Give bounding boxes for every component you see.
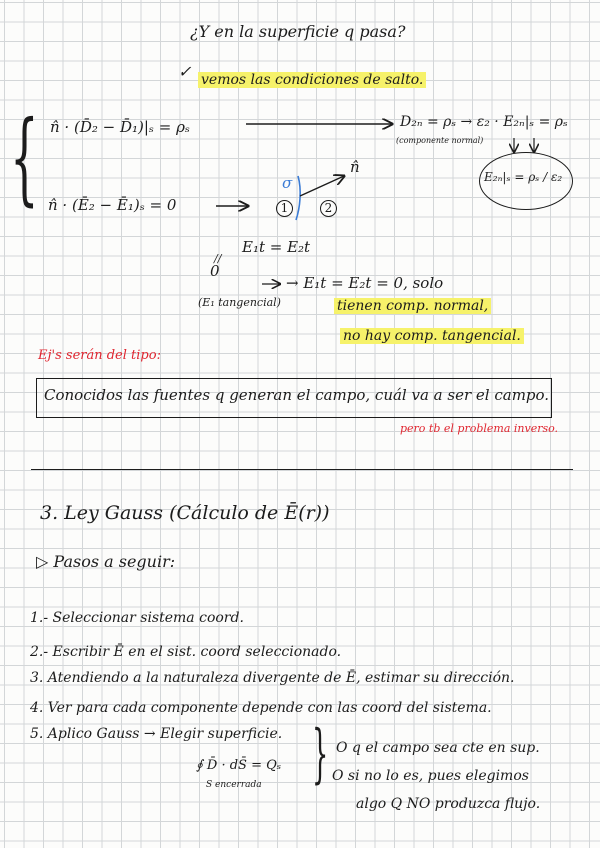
tangent-equality: E₁t = E₂t [242, 238, 311, 256]
check-mark-icon: ✓ [178, 62, 192, 81]
normal-condition-result: D₂ₙ = ρₛ → ε₂ · E₂ₙ|ₛ = ρₛ [400, 114, 568, 130]
gauss-equation: ∮ D̄ · dS̄ = Qₛ [196, 758, 282, 773]
sigma-label: σ [282, 174, 293, 192]
left-brace-icon: { [10, 99, 39, 216]
normal-vector-arrow [300, 176, 344, 196]
region-1-label: 1 [276, 200, 293, 217]
tangent-condition-equation: n̂ · (Ē₂ − Ē₁)ₛ = 0 [48, 196, 177, 214]
option-2: O si no lo es, pues elegimos [332, 768, 529, 784]
circled-result: E₂ₙ|ₛ = ρₛ / ε₂ [484, 170, 563, 184]
conclusion-line-3: no hay comp. tangencial. [340, 328, 524, 344]
steps-title: ▷ Pasos a seguir: [36, 552, 176, 571]
tangent-conclusion: → E₁t = E₂t = 0, solo [286, 274, 444, 292]
step-2: 2.- Escribir Ē en el sist. coord seleccionado. [30, 644, 342, 660]
inverse-problem-note: pero tb el problema inverso. [400, 422, 559, 435]
boundary-intro: vemos las condiciones de salto. [198, 72, 426, 88]
gauss-surface-note: S encerrada [206, 780, 262, 790]
section-title: 3. Ley Gauss (Cálculo de Ē(r)) [40, 502, 330, 524]
normal-condition-equation: n̂ · (D̄₂ − D̄₁)|ₛ = ρₛ [50, 118, 190, 136]
problems-heading: Ej's serán del tipo: [38, 348, 161, 363]
conclusion-line-2: tienen comp. normal, [334, 298, 491, 314]
problem-statement: Conocidos las fuentes q generan el campo, cuál va a ser el campo. [44, 386, 550, 404]
surface-curve [296, 176, 300, 220]
option-3: algo Q NO produzca flujo. [356, 796, 541, 812]
step-3: 3. Atendiendo a la naturaleza divergente de Ē, estimar su dirección. [30, 670, 515, 686]
step-4: 4. Ver para cada componente depende con las coord del sistema. [30, 700, 492, 716]
step-1: 1.- Seleccionar sistema coord. [30, 610, 244, 626]
section-divider [31, 469, 573, 470]
option-1: O q el campo sea cte en sup. [336, 740, 540, 756]
normal-component-note: (componente normal) [396, 136, 484, 145]
region-2-label: 2 [320, 200, 337, 217]
normal-vector-label: n̂ [350, 158, 360, 176]
e1-tangencial-label: (E₁ tangencial) [198, 296, 281, 309]
surface-question: ¿Y en la superficie q pasa? [190, 22, 406, 41]
zero-label: // 0 [210, 252, 222, 280]
options-brace-icon: } [312, 717, 329, 791]
step-5: 5. Aplico Gauss → Elegir superficie. [30, 726, 283, 742]
